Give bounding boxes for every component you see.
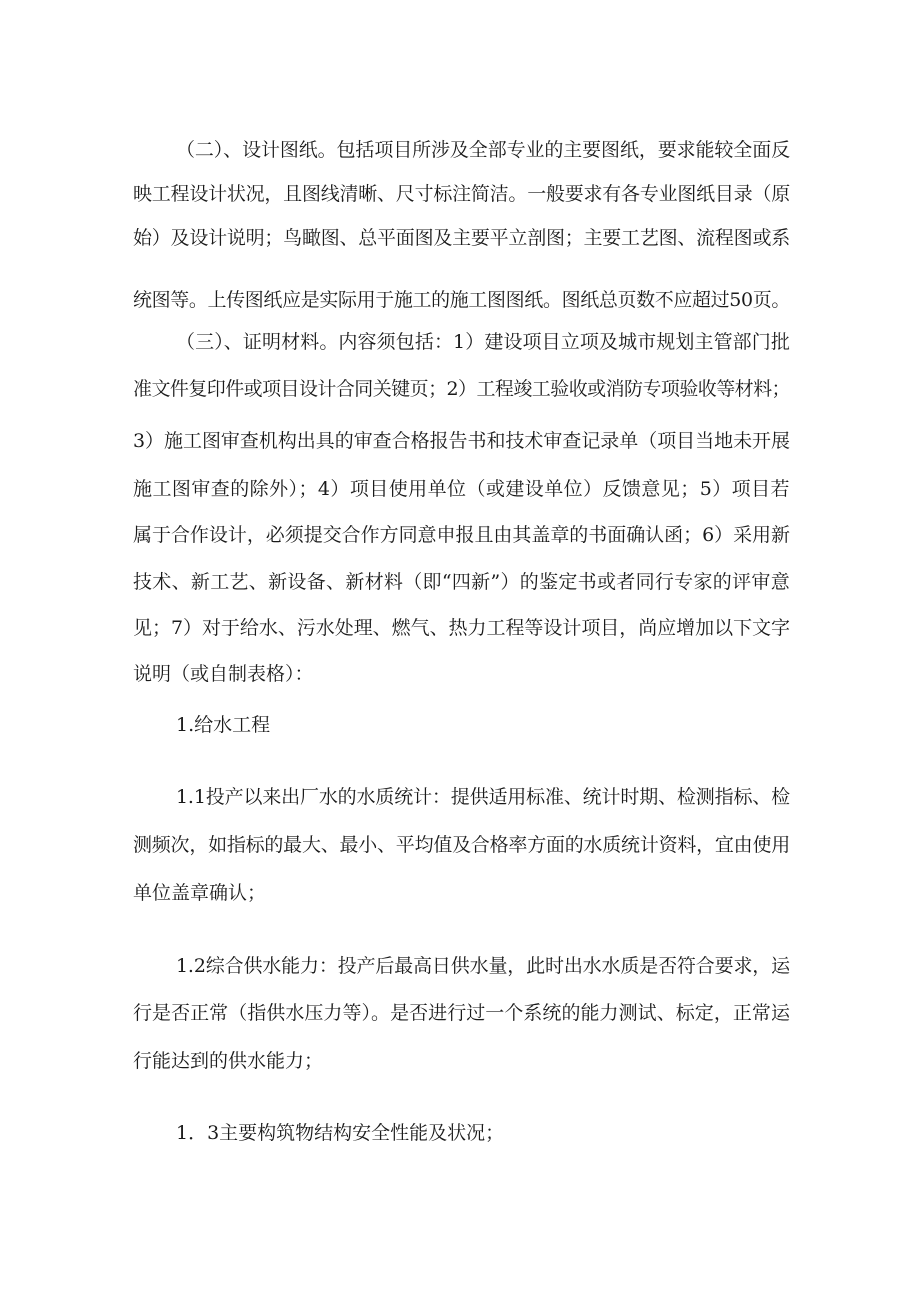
paragraph-text: 统图等。上传图纸应是实际用于施工的施工图图纸。图纸总页数不应超过50页。 bbox=[133, 289, 790, 311]
paragraph-text: 测频次，如指标的最大、最小、平均值及合格率方面的水质统计资料，宜由使用 bbox=[133, 834, 790, 856]
paragraph-text: 准文件复印件或项目设计合同关键页；2）工程竣工验收或消防专项验收等材料； bbox=[133, 378, 790, 400]
paragraph-text: 单位盖章确认； bbox=[133, 882, 267, 904]
paragraph-text: 3）施工图审查机构出具的审查合格报告书和技术审查记录单（项目当地未开展 bbox=[133, 430, 790, 452]
paragraph-text: 属于合作设计，必须提交合作方同意申报且由其盖章的书面确认函；6）采用新 bbox=[133, 524, 790, 546]
paragraph-text: 映工程设计状况，且图线清晰、尺寸标注简洁。一般要求有各专业图纸目录（原 bbox=[133, 183, 790, 205]
paragraph-text: 1.1投产以来出厂水的水质统计：提供适用标准、统计时期、检测指标、检 bbox=[176, 786, 790, 808]
paragraph-text: 始）及设计说明；鸟瞰图、总平面图及主要平立剖图；主要工艺图、流程图或系 bbox=[133, 227, 790, 249]
section-heading: 1.给水工程 bbox=[176, 714, 271, 736]
paragraph-text: 施工图审查的除外）；4）项目使用单位（或建设单位）反馈意见；5）项目若 bbox=[133, 478, 790, 500]
paragraph-text: 行是否正常（指供水压力等）。是否进行过一个系统的能力测试、标定，正常运 bbox=[133, 1002, 790, 1024]
paragraph-text: 说明（或自制表格）： bbox=[133, 663, 314, 685]
paragraph-text: 行能达到的供水能力； bbox=[133, 1050, 324, 1072]
paragraph-text: 见；7）对于给水、污水处理、燃气、热力工程等设计项目，尚应增加以下文字 bbox=[133, 617, 790, 639]
paragraph-text: （三）、证明材料。内容须包括：1）建设项目立项及城市规划主管部门批 bbox=[176, 331, 790, 353]
paragraph-text: 1．3主要构筑物结构安全性能及状况； bbox=[176, 1122, 505, 1144]
paragraph-text: 技术、新工艺、新设备、新材料（即“四新”）的鉴定书或者同行专家的评审意 bbox=[133, 571, 790, 593]
paragraph-text: 1.2综合供水能力：投产后最高日供水量，此时出水水质是否符合要求，运 bbox=[176, 955, 790, 977]
paragraph-text: （二）、设计图纸。包括项目所涉及全部专业的主要图纸，要求能较全面反 bbox=[176, 139, 790, 161]
